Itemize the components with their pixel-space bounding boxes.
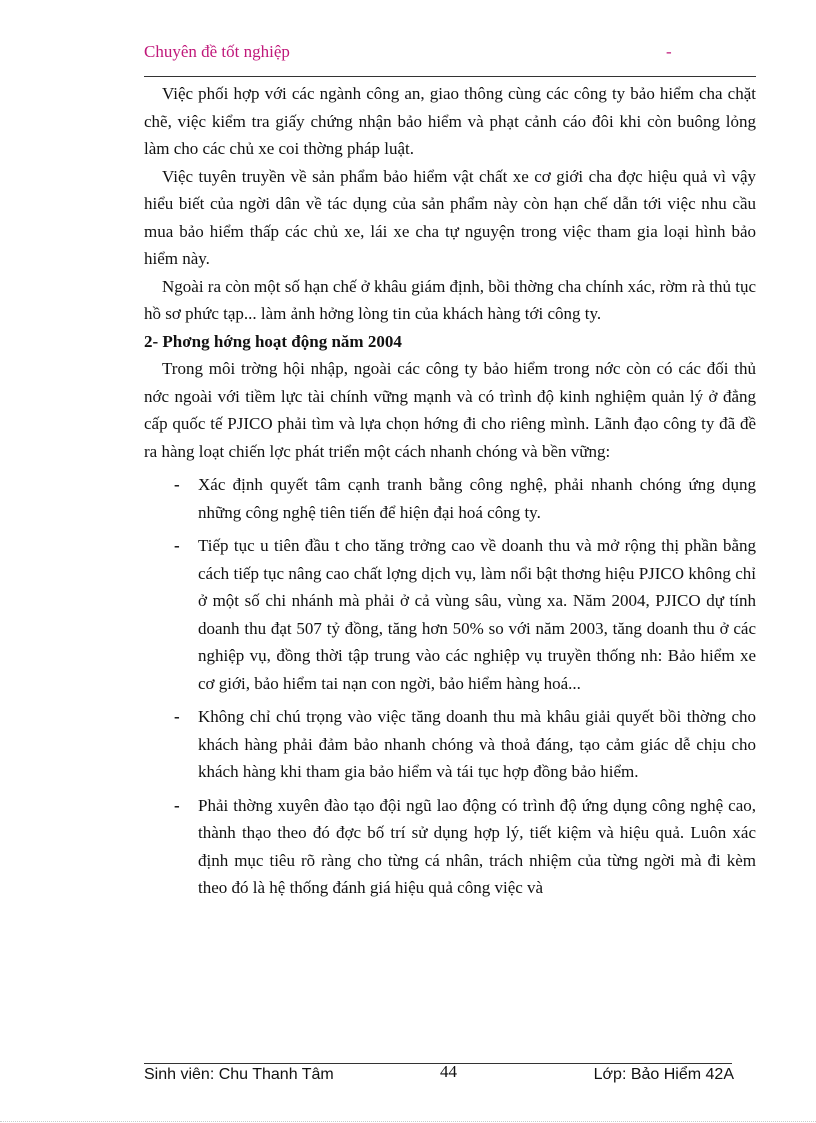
- footer-student: Sinh viên: Chu Thanh Tâm: [144, 1066, 334, 1083]
- bullet-dash: -: [174, 475, 180, 494]
- list-item-text: Phải thờng xuyên đào tạo đội ngũ lao động có trình độ ứng dụng công nghệ cao, thành thạo theo đó đợc bố trí sử dụng hợp lý, tiết kiệm và hiệu quả. Luôn xác định mục tiêu rõ ràng cho từng cá nhân, trách nhiệm của từng ngời mà đi kèm theo đó là hệ thống đánh giá hiệu quả công việc và: [198, 795, 756, 897]
- document-body: [144, 80, 756, 902]
- page-footer: [144, 1062, 734, 1090]
- paragraph: Trong môi trờng hội nhập, ngoài các công ty bảo hiểm trong nớc còn có các đối thủ nớc ngoài với tiềm lực tài chính vững mạnh và có trình độ kinh nghiệm quản lý ở đẳng cấp quốc tế PJICO phải tìm và lựa chọn hớng đi cho riêng mình. Lãnh đạo công ty đã đề ra hàng loạt chiến lợc phát triển một cách nhanh chóng và bền vững:: [144, 359, 756, 461]
- paragraph: Ngoài ra còn một số hạn chế ở khâu giám định, bồi thờng cha chính xác, rờm rà thủ tục hồ sơ phức tạp... làm ảnh hởng lòng tin của khách hàng tới công ty.: [144, 276, 756, 323]
- section-heading: 2- Phơng hớng hoạt động năm 2004: [144, 331, 402, 351]
- list-item-text: Xác định quyết tâm cạnh tranh bằng công nghệ, phải nhanh chóng ứng dụng những công nghệ tiên tiến để hiện đại hoá công ty.: [198, 475, 756, 522]
- footer-divider: [144, 1063, 732, 1064]
- list-item-text: Không chỉ chú trọng vào việc tăng doanh thu mà khâu giải quyết bồi thờng cho khách hàng phải đảm bảo nhanh chóng và thoả đáng, tạo cảm giác dễ chịu cho khách hàng khi tham gia bảo hiểm và tái tục hợp đồng bảo hiểm.: [198, 707, 756, 781]
- paragraph: Việc phối hợp với các ngành công an, giao thông cùng các công ty bảo hiểm cha chặt chẽ, việc kiểm tra giấy chứng nhận bảo hiểm và phạt cảnh cáo đôi khi còn buông lỏng làm cho các chủ xe coi thờng pháp luật.: [144, 84, 756, 158]
- list-item: [144, 471, 756, 526]
- list-item: [144, 792, 756, 902]
- page-header: [144, 40, 756, 68]
- bullet-dash: -: [174, 707, 180, 726]
- bullet-dash: -: [174, 795, 180, 815]
- list-item: [144, 532, 756, 697]
- footer-class: Lớp: Bảo Hiểm 42A: [593, 1066, 734, 1083]
- page-edge: [0, 1121, 816, 1122]
- paragraph: Việc tuyên truyền về sản phẩm bảo hiểm vật chất xe cơ giới cha đợc hiệu quả vì vậy hiểu biết của ngời dân về tác dụng của sản phẩm này còn hạn chế dẫn tới việc nhu cầu mua bảo hiểm thấp các chủ xe, lái xe cha tự nguyện trong việc tham gia loại hình bảo hiểm này.: [144, 166, 756, 268]
- header-dash: -: [666, 42, 672, 61]
- header-title: Chuyên đề tốt nghiệp: [144, 42, 290, 61]
- bullet-list: [144, 471, 756, 902]
- list-item: [144, 703, 756, 786]
- list-item-text: Tiếp tục u tiên đầu t cho tăng trởng cao về doanh thu và mở rộng thị phần bằng cách tiếp tục nâng cao chất lợng dịch vụ, làm nổi bật thơng hiệu PJICO không chỉ ở một số chi nhánh mà phải ở cả vùng sâu, vùng xa. Năm 2004, PJICO dự tính doanh thu đạt 507 tỷ đồng, tăng hơn 50% so với năm 2003, tăng doanh thu ở các nghiệp vụ, đồng thời tập trung vào các nghiệp vụ truyền thống nh: Bảo hiểm xe cơ giới, bảo hiểm tai nạn con ngời, bảo hiểm hàng hoá...: [198, 536, 756, 693]
- header-divider: [144, 76, 756, 77]
- page-number: 44: [440, 1062, 457, 1081]
- bullet-dash: -: [174, 536, 180, 555]
